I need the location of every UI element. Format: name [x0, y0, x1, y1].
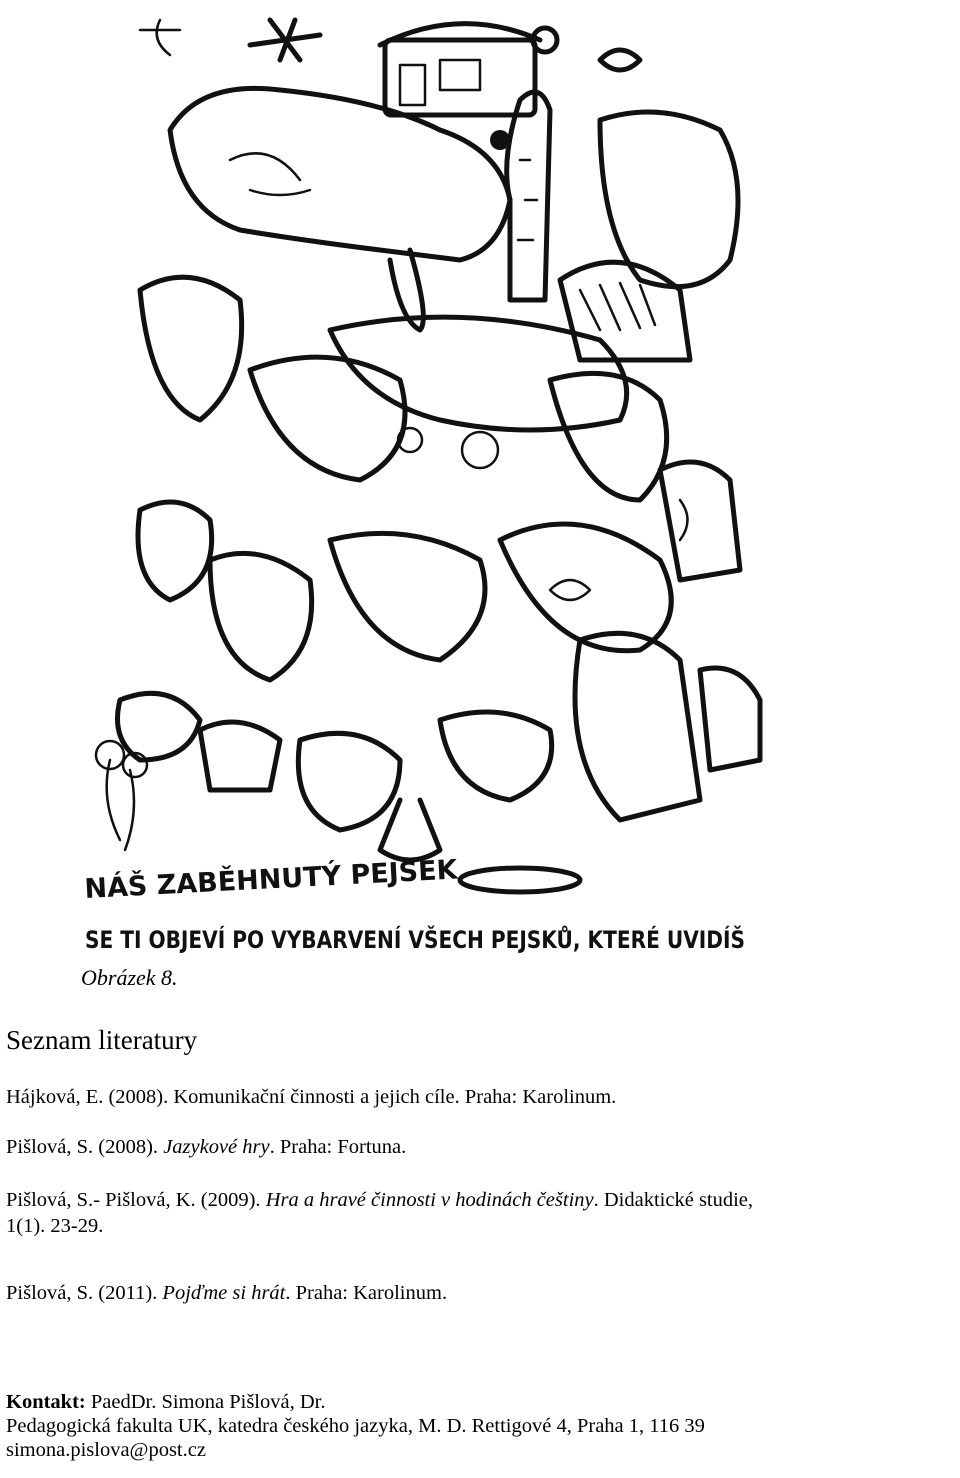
dog-collage-drawing: [80, 0, 872, 962]
lower-dogs: [138, 502, 700, 820]
big-dog-head: [170, 88, 510, 330]
middle-dogs: [140, 277, 740, 580]
handwritten-title: [83, 853, 872, 954]
contact-name: PaedDr. Simona Pišlová, Dr.: [85, 1391, 326, 1413]
handwritten-line-2: SE TI OBJEVÍ PO VYBARVENÍ VŠECH PEJSKŮ, KTERÉ UVIDÍŠ: [85, 926, 872, 954]
coloring-illustration: [80, 0, 872, 962]
reference-item: Hájková, E. (2008). Komunikační činnosti a jejich cíle. Praha: Karolinum.: [6, 1086, 617, 1108]
bibliography-heading: Seznam literatury: [6, 1025, 198, 1055]
handwritten-line-1: NÁŠ ZABĚHNUTÝ PEJSEK: [83, 854, 459, 905]
contact-address: Pedagogická fakulta UK, katedra českého jazyka, M. D. Rettigové 4, Praha 1, 116 39: [6, 1415, 705, 1437]
reference-item: Pišlová, S. (2008). Jazykové hry. Praha: Fortuna.: [6, 1136, 407, 1158]
top-houses: [140, 20, 640, 115]
right-animals: [560, 112, 738, 360]
contact-label: Kontakt:: [6, 1391, 86, 1413]
figure-caption: Obrázek 8.: [81, 965, 178, 990]
reference-item: Pišlová, S.- Pišlová, K. (2009). Hra a hravé činnosti v hodinách češtiny. Didaktické studie, 1(1). 23-29.: [6, 1189, 754, 1237]
contact-block: [6, 1390, 705, 1462]
reference-item: Pišlová, S. (2011). Pojďme si hrát. Praha: Karolinum.: [6, 1282, 448, 1304]
giraffe: [507, 92, 550, 300]
contact-email: simona.pislova@post.cz: [6, 1439, 206, 1461]
